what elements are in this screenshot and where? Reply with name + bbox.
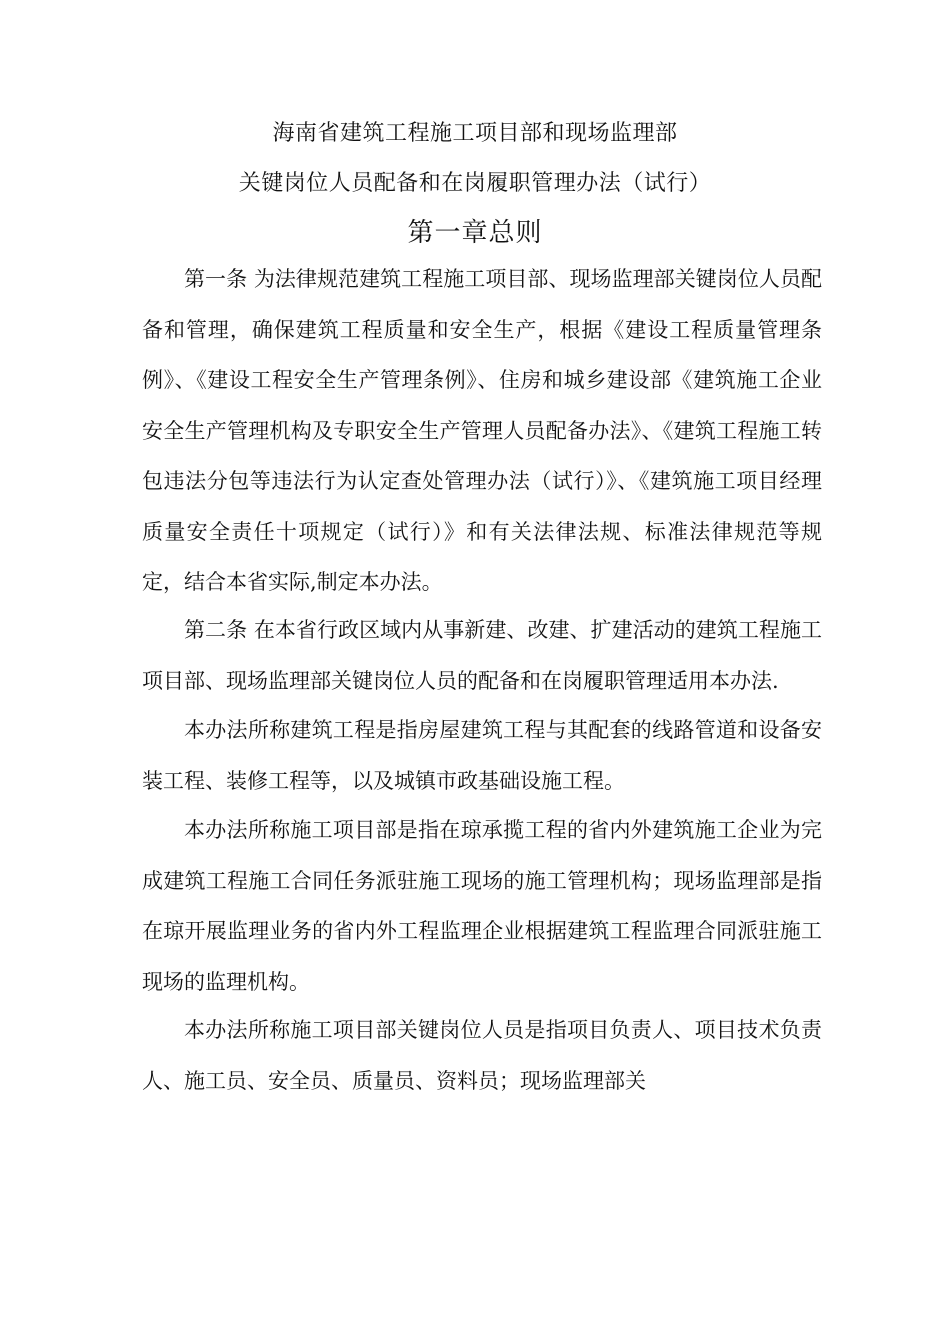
document-title-line-2: 关键岗位人员配备和在岗履职管理办法（试行）	[238, 171, 712, 196]
document-title-line-1: 海南省建筑工程施工项目部和现场监理部	[272, 121, 678, 146]
article-2-paragraph: 第二条 在本省行政区域内从事新建、改建、扩建活动的建筑工程施工项目部、现场监理部关键岗位人员的配备和在岗履职管理适用本办法.	[142, 618, 822, 693]
definition-key-personnel-paragraph: 本办法所称施工项目部关键岗位人员是指项目负责人、项目技术负责人、施工员、安全员、质量员、资料员；现场监理部关	[142, 1018, 822, 1093]
article-1-paragraph: 第一条 为法律规范建筑工程施工项目部、现场监理部关键岗位人员配备和管理，确保建筑工程质量和安全生产，根据《建设工程质量管理条例》、《建设工程安全生产管理条例》、住房和城乡建设部《建筑施工企业安全生产管理机构及专职安全生产管理人员配备办法》、《建筑工程施工转包违法分包等违法行为认定查处管理办法（试行）》、《建筑施工项目经理质量安全责任十项规定（试行）》和有关法律法规、标准法律规范等规定，结合本省实际,制定本办法。	[142, 267, 822, 594]
chapter-heading: 第一章总则	[407, 218, 543, 248]
definition-project-department-paragraph: 本办法所称施工项目部是指在琼承揽工程的省内外建筑施工企业为完成建筑工程施工合同任务派驻施工现场的施工管理机构；现场监理部是指在琼开展监理业务的省内外工程监理企业根据建筑工程监理合同派驻施工现场的监理机构。	[142, 818, 822, 994]
definition-construction-paragraph: 本办法所称建筑工程是指房屋建筑工程与其配套的线路管道和设备安装工程、装修工程等，以及城镇市政基础设施工程。	[142, 718, 822, 793]
